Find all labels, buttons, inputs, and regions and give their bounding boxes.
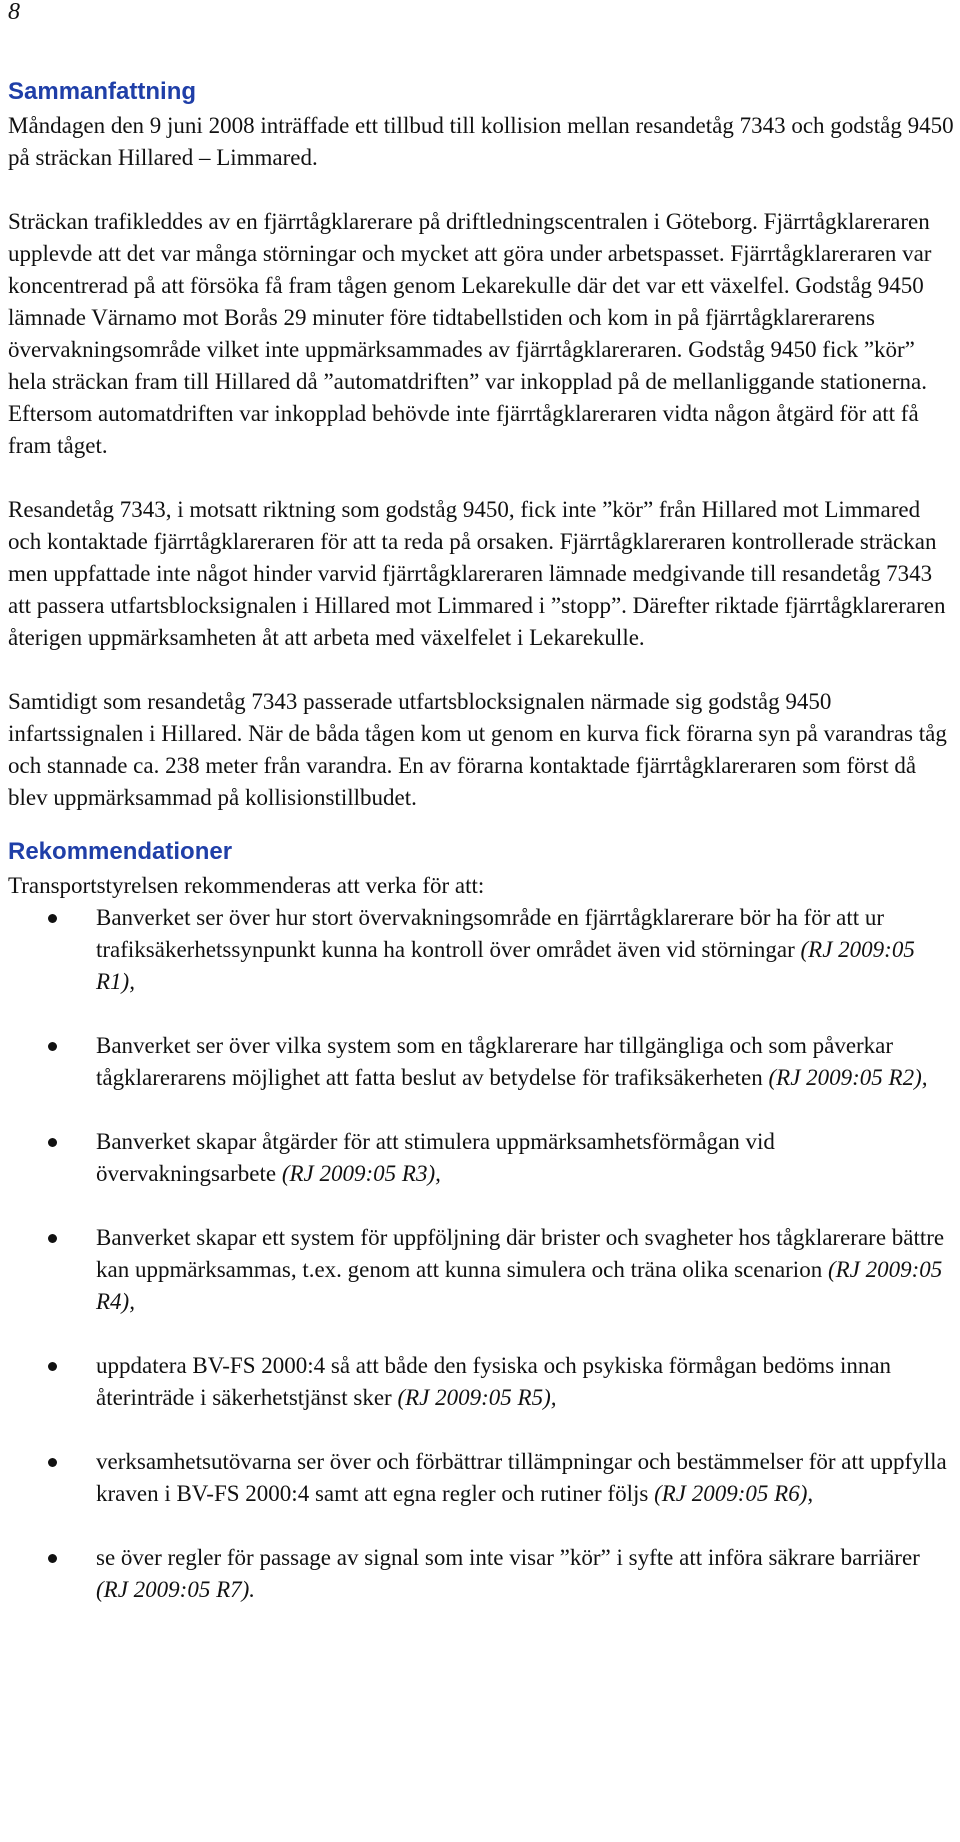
recommendation-text: Banverket skapar åtgärder för att stimulera uppmärksamhetsförmågan vid övervakningsarbete	[96, 1129, 775, 1186]
recommendation-item	[8, 902, 956, 998]
document-body	[8, 76, 956, 1606]
recommendation-reference: (RJ 2009:05 R3),	[281, 1161, 441, 1186]
summary-paragraph: Resandetåg 7343, i motsatt riktning som godståg 9450, fick inte ”kör” från Hillared mot Limmared och kontaktade fjärrtågklareraren för att ta reda på orsaken. Fjärrtågklareraren kontrollerade sträckan men uppfattade inte något hinder varvid fjärrtågklareraren lämnade medgivande till resandetåg 7343 att passera utfartsblocksignalen i Hillared mot Limmared i ”stopp”. Därefter riktade fjärrtågklareraren återigen uppmärksamheten åt att arbeta med växelfelet i Lekarekulle.	[8, 497, 946, 650]
summary-paragraph: Samtidigt som resandetåg 7343 passerade utfartsblocksignalen närmade sig godståg 9450 infartssignalen i Hillared. När de båda tågen kom ut genom en kurva fick förarna syn på varandras tåg och stannade ca. 238 meter från varandra. En av förarna kontaktade fjärrtågklareraren som först då blev uppmärksammad på kollisionstillbudet.	[8, 689, 947, 810]
recommendation-item	[8, 1222, 956, 1318]
recommendation-item	[8, 1030, 956, 1094]
summary-paragraph: Sträckan trafikleddes av en fjärrtågklarerare på driftledningscentralen i Göteborg. Fjärrtågklareraren upplevde att det var många störningar och mycket att göra under arbetspasset. Fjärrtågklareraren var koncentrerad på att försöka få fram tågen genom Lekarekulle där det var ett växelfel. Godståg 9450 lämnade Värnamo mot Borås 29 minuter före tidtabellstiden och kom in på fjärrtågklarerarens övervakningsområde vilket inte uppmärksammades av fjärrtågklareraren. Godståg 9450 fick ”kör” hela sträckan fram till Hillared då ”automatdriften” var inkopplad på de mellanliggande stationerna. Eftersom automatdriften var inkopplad behövde inte fjärrtågklareraren vidta någon åtgärd för att få fram tåget.	[8, 209, 932, 458]
recommendation-reference: (RJ 2009:05 R1),	[96, 937, 915, 994]
recommendation-text: Banverket ser över vilka system som en tågklarerare har tillgängliga och som påverkar tågklarerarens möjlighet att fatta beslut av betydelse för trafiksäkerheten	[96, 1033, 894, 1090]
recommendation-text: verksamhetsutövarna ser över och förbättrar tillämpningar och bestämmelser för att uppfylla kraven i BV-FS 2000:4 samt att egna regler och rutiner följs	[96, 1449, 947, 1506]
recommendation-text: Banverket ser över hur stort övervakningsområde en fjärrtågklarerare bör ha för att ur trafiksäkerhetssynpunkt kunna ha kontroll över området även vid störningar	[96, 905, 885, 962]
recommendation-reference: (RJ 2009:05 R2),	[768, 1065, 928, 1090]
recommendation-item	[8, 1126, 956, 1190]
bullet-icon	[48, 914, 57, 923]
recommendation-item	[8, 1542, 956, 1606]
summary-paragraph: Måndagen den 9 juni 2008 inträffade ett tillbud till kollision mellan resandetåg 7343 och godståg 9450 på sträckan Hillared – Limmared.	[8, 113, 954, 170]
bullet-icon	[48, 1138, 57, 1147]
recommendation-text: se över regler för passage av signal som inte visar ”kör” i syfte att införa säkrare barriärer	[96, 1545, 920, 1570]
recommendation-reference: (RJ 2009:05 R5),	[397, 1385, 557, 1410]
bullet-icon	[48, 1554, 57, 1563]
recommendation-text: Banverket skapar ett system för uppföljning där brister och svagheter hos tågklarerare bättre kan uppmärksammas, t.ex. genom att kunna simulera och träna olika scenarion	[96, 1225, 945, 1282]
bullet-icon	[48, 1042, 57, 1051]
recommendations-heading: Rekommendationer	[8, 838, 233, 865]
bullet-icon	[48, 1458, 57, 1467]
recommendation-reference: (RJ 2009:05 R4),	[96, 1257, 943, 1314]
recommendation-item	[8, 1446, 956, 1510]
recommendations-list	[8, 902, 956, 1606]
recommendations-intro: Transportstyrelsen rekommenderas att verka för att:	[8, 873, 485, 898]
summary-heading: Sammanfattning	[8, 78, 197, 105]
page-number: 8	[8, 0, 20, 25]
bullet-icon	[48, 1234, 57, 1243]
bullet-icon	[48, 1362, 57, 1371]
recommendation-reference: (RJ 2009:05 R6),	[654, 1481, 814, 1506]
recommendation-item	[8, 1350, 956, 1414]
recommendation-reference: (RJ 2009:05 R7).	[96, 1577, 256, 1602]
recommendation-text: uppdatera BV-FS 2000:4 så att både den fysiska och psykiska förmågan bedöms innan återinträde i säkerhetstjänst sker	[96, 1353, 892, 1410]
